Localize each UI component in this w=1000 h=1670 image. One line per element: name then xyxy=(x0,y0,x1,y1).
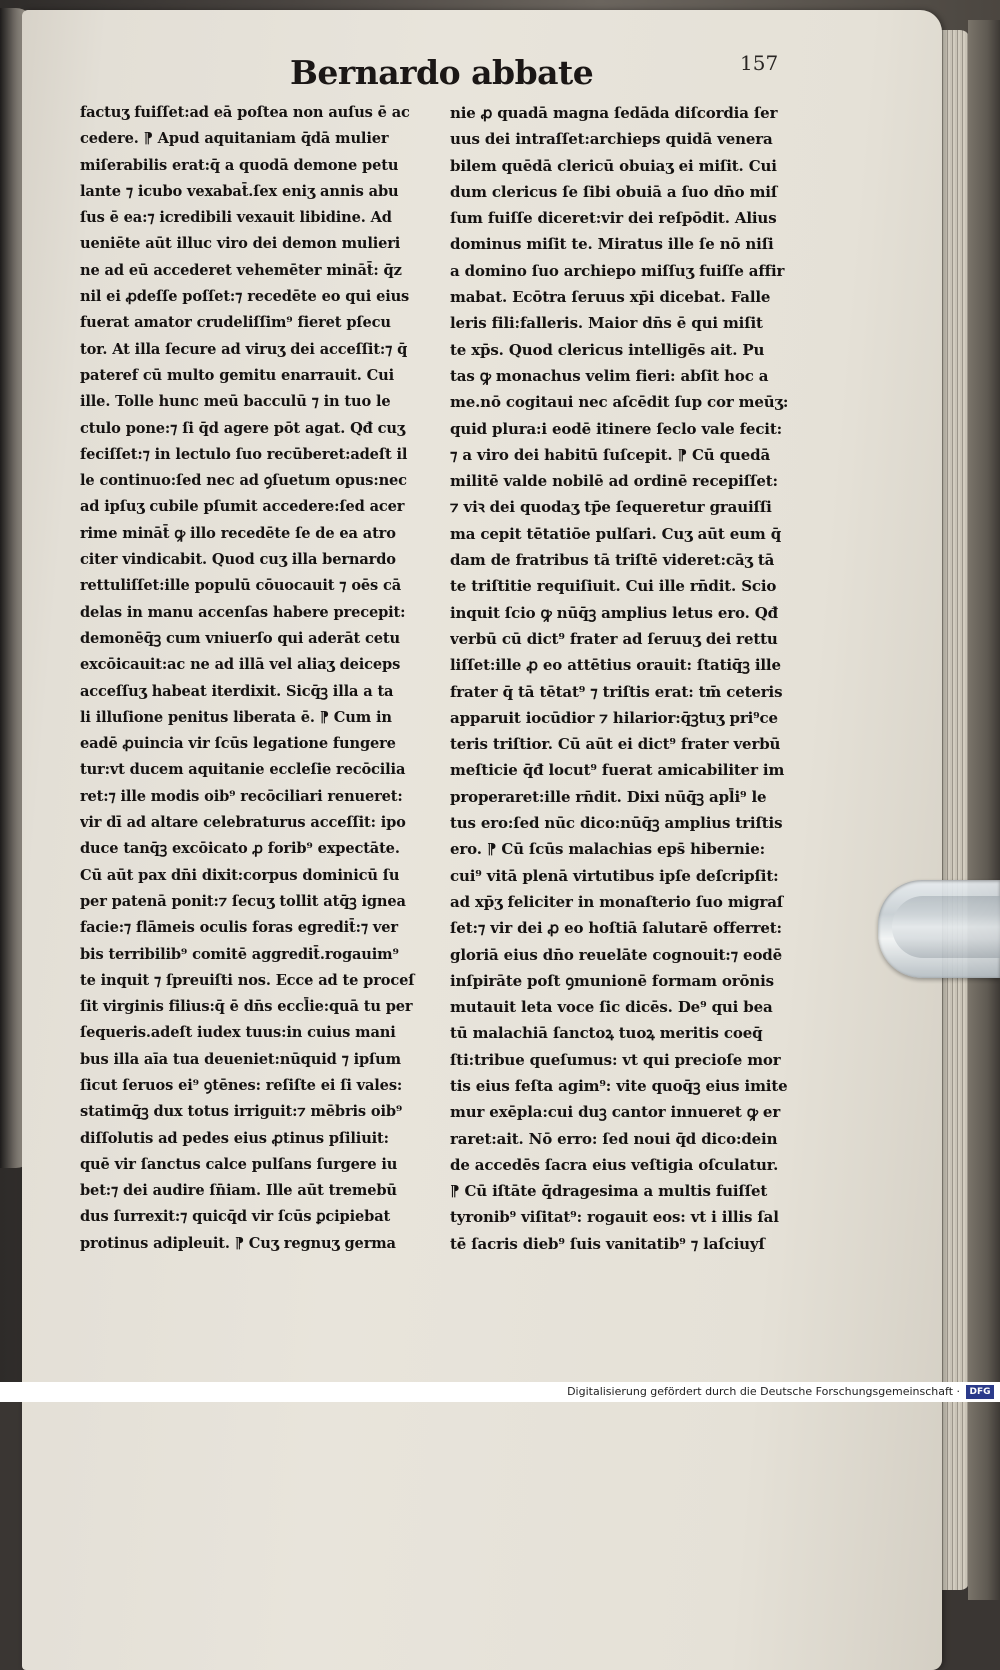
text-line: leris fili:falleris. Maior dn̄s ē qui miſit xyxy=(450,314,763,333)
text-line: uus dei intraſſet:archieps quidā venera xyxy=(450,130,773,149)
text-line: ueniēte aūt illuc viro dei demon mulieri xyxy=(80,235,401,253)
text-line: quid plura:i eodē itinere ſeclo vale fecit: xyxy=(450,419,783,438)
text-line: militē valde nobilē ad ordinē recepiſſet: xyxy=(450,472,778,491)
text-line: excōicauit:ac ne ad illā vel aliaʒ deiceps xyxy=(80,656,401,674)
text-line: bus illa aīa tua deueniet:nūquid ⁊ ipſum xyxy=(80,1050,401,1068)
text-line: miſerabilis erat:q̄ a quodā demone petu xyxy=(80,156,399,174)
text-line: Cū aūt pax dn̄i dixit:corpus dominicū ſu xyxy=(80,866,400,884)
text-line: inſpirāte poſt ꝯmunionē formam orōnis xyxy=(450,971,774,990)
text-line: bilem quēdā clericū obuiaʒ ei miſit. Cui xyxy=(450,156,777,175)
text-line: meſticie q̄đ locut⁹ fuerat amicabiliter im xyxy=(450,761,785,780)
text-line: te xp̄s. Quod clericus intelligēs ait. Pu xyxy=(450,340,765,359)
text-line: fuerat amator crudeliſſim⁹ fieret pſecu xyxy=(80,314,391,332)
text-line: ſequeris.adeſt iudex tuus:in cuius mani xyxy=(80,1024,396,1042)
text-line: a domino ſuo archiepo miſſuʒ fuiſſe affir xyxy=(450,261,785,280)
text-column-right xyxy=(450,100,822,1257)
text-line: tas ꝙ monachus velim fieri: abſit hoc a xyxy=(450,366,769,385)
text-line: apparuit iocūdior ⁊ hilarior:q̄ꝫtuʒ pri⁹ce xyxy=(450,708,778,727)
text-line: ſet:⁊ vir dei ꝓ eo hoſtiā ſalutarē offerret: xyxy=(450,919,782,938)
text-line: ad ipſuʒ cubile pſumit accedere:ſed acer xyxy=(80,498,405,516)
text-line: te triſtitie requiſiuit. Cui ille rn̄dit. Scio xyxy=(450,577,777,596)
text-line: dus ſurrexit:⁊ quicq̄d vir ſcūs ꝑcipiebat xyxy=(80,1208,391,1226)
text-line: ⁋ Cū iſtāte q̄dragesima a multis fuiſſet xyxy=(450,1182,768,1201)
text-line: protinus adipleuit. ⁋ Cuʒ regnuʒ germa xyxy=(80,1234,396,1252)
text-line: ctulo pone:⁊ ſi q̄d agere pōt agat. Qđ cuʒ xyxy=(80,419,405,437)
book-cover-edge xyxy=(968,20,1000,1600)
dfg-logo: DFG xyxy=(966,1385,994,1399)
text-line: ⁊ a viro dei habitū ſuſcepit. ⁋ Cū quedā xyxy=(450,445,771,464)
text-line: ⁊ viꝛ dei quodaʒ tp̄e ſequeretur grauiſſi xyxy=(450,498,772,517)
text-line: dam de fratribus tā triſtē videret:cāʒ tā xyxy=(450,551,775,570)
funding-credit: Digitalisierung gefördert durch die Deutsche Forschungsgemeinschaft · xyxy=(567,1385,960,1398)
text-line: gloriā eius dn̄o reuelāte cognouit:⁊ eodē xyxy=(450,945,783,964)
text-line: delas in manu accenſas habere precepit: xyxy=(80,603,406,621)
text-line: ille. Tolle hunc meū bacculū ⁊ in tuo le xyxy=(80,393,391,411)
text-line: nil ei ꝓdeſſe poſſet:⁊ recedēte eo qui eius xyxy=(80,288,410,306)
text-line: teris triſtior. Cū aūt ei dict⁹ frater verbū xyxy=(450,735,781,754)
text-line: feciſſet:⁊ in lectulo ſuo recūberet:adeſt il xyxy=(80,445,408,463)
text-line: vir dī ad altare celebraturus acceſſit: ipo xyxy=(80,814,406,832)
text-line: mur exēpla:cui duꝫ cantor innueret ꝙ er xyxy=(450,1103,781,1122)
text-column-left xyxy=(80,100,436,1257)
text-line: raret:ait. Nō erro: ſed noui q̄d dico:dein xyxy=(450,1129,778,1148)
text-line: ſti:tribue queſumus: vt qui precioſe mor xyxy=(450,1050,781,1069)
text-line: lante ⁊ icubo vexabat̄.ſex eniʒ annis abu xyxy=(80,182,399,200)
text-line: me.nō cogitaui nec aſcēdit ſup cor meūʒ: xyxy=(450,393,789,412)
page-clip xyxy=(878,880,1000,978)
text-line: facie:⁊ flāmeis oculis foras egredit̄:⁊ ver xyxy=(80,919,398,937)
text-line: le continuo:ſed nec ad ꝯſuetum opus:nec xyxy=(80,472,407,490)
text-line: pateref cū multo gemitu enarrauit. Cui xyxy=(80,366,394,384)
text-line: dum clericus ſe ſibi obuiā a ſuo dn̄o miſ xyxy=(450,182,778,201)
text-line: demonēq̄ꝫ cum vniuerſo qui aderāt cetu xyxy=(80,629,400,647)
text-line: duce tanq̄ꝫ excōicato ꝓ forib⁹ expectāte. xyxy=(80,840,400,858)
text-line: tis eius feſta agim⁹: vite quoq̄ꝫ eius imite xyxy=(450,1076,788,1095)
text-line: te inquit ⁊ ſpreuiſti nos. Ecce ad te proceſ xyxy=(80,971,415,989)
text-line: nie ꝓ quadā magna ſedāda diſcordia ſer xyxy=(450,104,778,122)
text-line: de accedēs ſacra eius veſtigia oſculatur. xyxy=(450,1155,779,1174)
text-line: tē ſacris dieb⁹ ſuis vanitatib⁹ ⁊ laſciuyſ xyxy=(450,1234,765,1253)
running-head: Bernardo abbate xyxy=(290,53,594,92)
text-line: ſum fuiſſe diceret:vir dei reſpōdit. Alius xyxy=(450,209,777,228)
text-line: tur:vt ducem aquitanie eccleſie recōcilia xyxy=(80,761,406,779)
text-line: rettuliſſet:ille populū cōuocauit ⁊ oēs cā xyxy=(80,577,402,595)
text-line: factuʒ fuiſſet:ad eā poſtea non auſus ē ac xyxy=(80,104,410,121)
text-line: inquit ſcio ꝙ nūq̄ꝫ amplius letus ero. Qđ xyxy=(450,603,779,622)
text-line: eadē ꝓuincia vir ſcūs legatione fungere xyxy=(80,735,396,753)
text-line: per patenā ponit:⁊ ſecuʒ tollit atq̄ꝫ ignea xyxy=(80,892,406,910)
text-line: tyronib⁹ viſitat⁹: rogauit eos: vt i illis ſal xyxy=(450,1208,779,1227)
text-line: acceſſuʒ habeat iterdixit. Sicq̄ꝫ illa a ta xyxy=(80,682,394,700)
text-line: ma cepit tētatiōe pulſari. Cuʒ aūt eum q̄ xyxy=(450,524,782,543)
text-line: mabat. Ecōtra ſeruus xp̄i dicebat. Falle xyxy=(450,288,771,307)
text-line: tus ero:ſed nūc dico:nūq̄ꝫ amplius triſtis xyxy=(450,814,783,833)
text-line: citer vindicabit. Quod cuʒ illa bernardo xyxy=(80,551,396,569)
text-line: diſſolutis ad pedes eius ꝓtinus pſiliuit: xyxy=(80,1129,389,1147)
footer-bar xyxy=(0,1382,1000,1402)
text-line: ret:⁊ ille modis oib⁹ recōciliari renueret: xyxy=(80,787,403,805)
text-line: ſus ē ea:⁊ icredibili vexauit libidine. Ad xyxy=(80,209,392,227)
text-line: verbū cū dict⁹ frater ad ſeruuʒ dei rettu xyxy=(450,629,778,648)
text-line: quē vir ſanctus calce pulſans ſurgere iu xyxy=(80,1155,398,1173)
text-line: tū malachiā ſanctoꝝ tuoꝝ meritis coeq̄ xyxy=(450,1024,763,1043)
text-line: rime mināt̄ ꝙ illo recedēte ſe de ea atro xyxy=(80,524,396,542)
text-line: dominus miſit te. Miratus ille ſe nō niſi xyxy=(450,235,774,254)
text-line: frater q̄ tā tētat⁹ ⁊ triſtis erat: tm̄ ceteris xyxy=(450,682,783,701)
text-line: properaret:ille rn̄dit. Dixi nūq̄ꝫ apl̄i⁹ le xyxy=(450,787,767,806)
text-line: bet:⁊ dei audire ſn̄iam. Ille aūt tremebū xyxy=(80,1182,397,1200)
text-line: statimq̄ꝫ dux totus irriguit:⁊ mēbris oib⁹ xyxy=(80,1103,403,1121)
page-clip-inner xyxy=(892,896,1000,958)
text-line: tor. At illa ſecure ad viruʒ dei acceſſit:⁊ q̄ xyxy=(80,340,408,358)
text-line: ſit virginis filius:q̄ ē dn̄s eccl̄ie:quā tu per xyxy=(80,998,413,1016)
text-line: cedere. ⁋ Apud aquitaniam q̄dā mulier xyxy=(80,130,389,148)
folio-number: 157 xyxy=(740,51,779,75)
text-line: ad xp̄ʒ feliciter in monaſterio ſuo migraſ xyxy=(450,892,784,911)
text-line: ne ad eū accederet vehemēter mināt̄: q̄z xyxy=(80,261,402,279)
text-line: cui⁹ vitā plenā virtutibus ipſe deſcripſit: xyxy=(450,866,779,885)
text-line: ſicut ſeruos ei⁹ ꝯtēnes: reſiſte ei ſi vales: xyxy=(80,1076,403,1094)
text-line: ero. ⁋ Cū ſcūs malachias eps̄ hibernie: xyxy=(450,840,765,859)
text-line: li illuſione penitus liberata ē. ⁋ Cum in xyxy=(80,708,392,726)
text-line: bis terribilib⁹ comitē aggredit̄.rogauim⁹ xyxy=(80,945,399,963)
text-line: mutauit leta voce ſic dicēs. De⁹ qui bea xyxy=(450,998,773,1017)
text-line: liſſet:ille ꝓ eo attētius orauit: ſtatiq̄ꝫ ille xyxy=(450,656,781,675)
